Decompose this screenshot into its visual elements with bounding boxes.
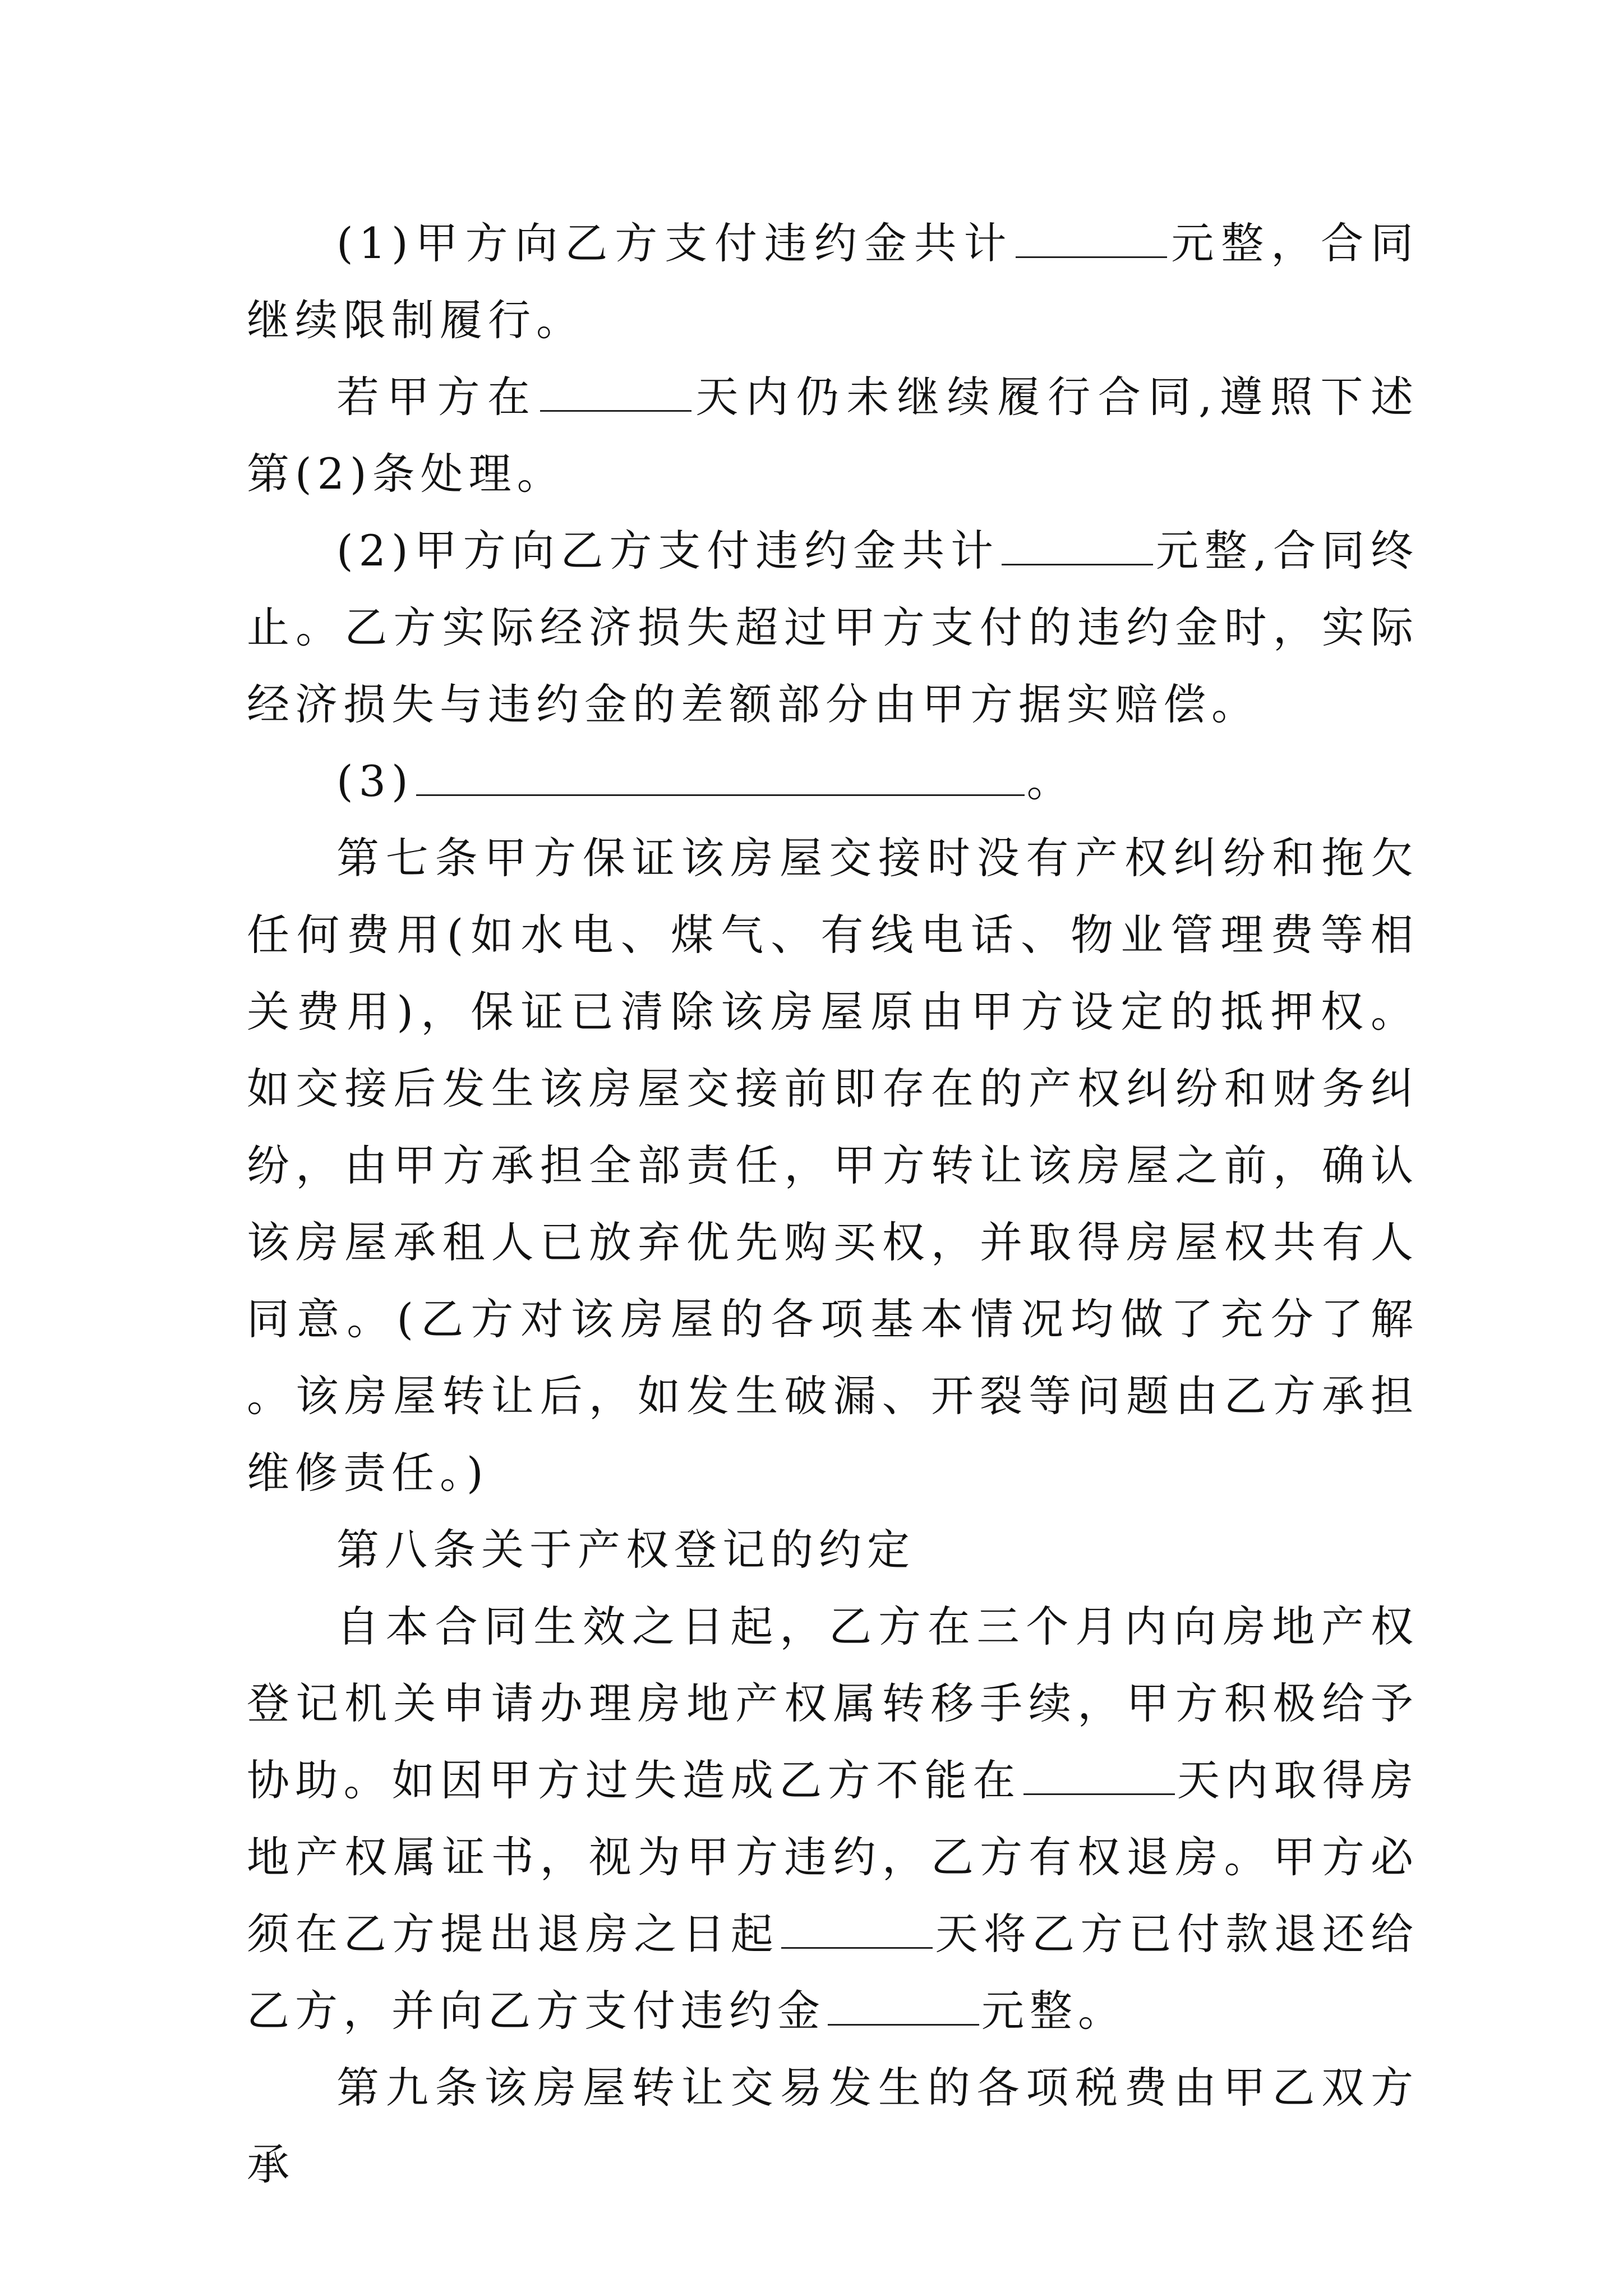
paragraph-article-9: 第九条该房屋转让交易发生的各项税费由甲乙双方承 <box>247 2063 1419 2189</box>
paragraph-text: (1)甲方向乙方支付违约金共计 <box>336 218 1014 268</box>
paragraph-text: 。 <box>1026 756 1075 806</box>
days-blank <box>540 376 691 412</box>
paragraph-text: 元整，合同继续限制履行。 <box>247 218 1419 345</box>
paragraph-article-7: 第七条甲方保证该房屋交接时没有产权纠纷和拖欠任何费用(如水电、煤气、有线电话、物业管理费等相关费用)，保证已清除该房屋原由甲方设定的抵押权。如交接后发生该房屋交接前即存在的产权纠纷和财务纠纷，由甲方承担全部责任，甲方转让该房屋之前，确认该房屋承租人已放弃优先购买权，并取得房屋权共有人同意。(乙方对该房屋的各项基本情况均做了充分了解。该房屋转让后，如发生破漏、开裂等问题由乙方承担维修责任。) <box>247 833 1419 1498</box>
paragraph-text: 元整。 <box>981 1986 1126 2036</box>
paragraph-text: 天将乙方已付款退还给乙方，并向乙方支付违约金 <box>247 1909 1419 2036</box>
paragraph-article-8-heading: 第八条关于产权登记的约定 <box>336 1525 915 1575</box>
paragraph-deadline <box>247 358 1419 512</box>
amount-blank <box>1002 530 1153 565</box>
document-body <box>247 205 1419 2203</box>
paragraph-text: 自本合同生效之日起，乙方在三个月内向房地产权登记机关申请办理房地产权属转移手续，甲方积极给予协助。如因甲方过失造成乙方不能在 <box>247 1602 1419 1805</box>
paragraph-text: 天内仍未继续履行合同,遵照下述第(2)条处理。 <box>247 372 1419 499</box>
paragraph-text: (2)甲方向乙方支付违约金共计 <box>336 526 1000 576</box>
days-blank <box>781 1913 933 1949</box>
paragraph-penalty-1 <box>247 205 1419 358</box>
paragraph-text: (3) <box>336 756 414 806</box>
paragraph-text: 若甲方在 <box>336 372 538 422</box>
amount-blank <box>1016 223 1167 258</box>
paragraph-text: 元整,合同终止。乙方实际经济损失超过甲方支付的违约金时，实际经济损失与违约金的差额部分由甲方据实赔偿。 <box>247 526 1419 729</box>
days-blank <box>1023 1760 1175 1795</box>
paragraph-property-registration <box>247 1588 1419 2049</box>
paragraph-penalty-3 <box>247 743 1419 820</box>
paragraph-penalty-2 <box>247 512 1419 743</box>
amount-blank <box>828 1990 979 2026</box>
paragraph-text: 天内取得房地产权属证书，视为甲方违约，乙方有权退房。甲方必须在乙方提出退房之日起 <box>247 1755 1419 1959</box>
clause-blank <box>416 761 1025 796</box>
